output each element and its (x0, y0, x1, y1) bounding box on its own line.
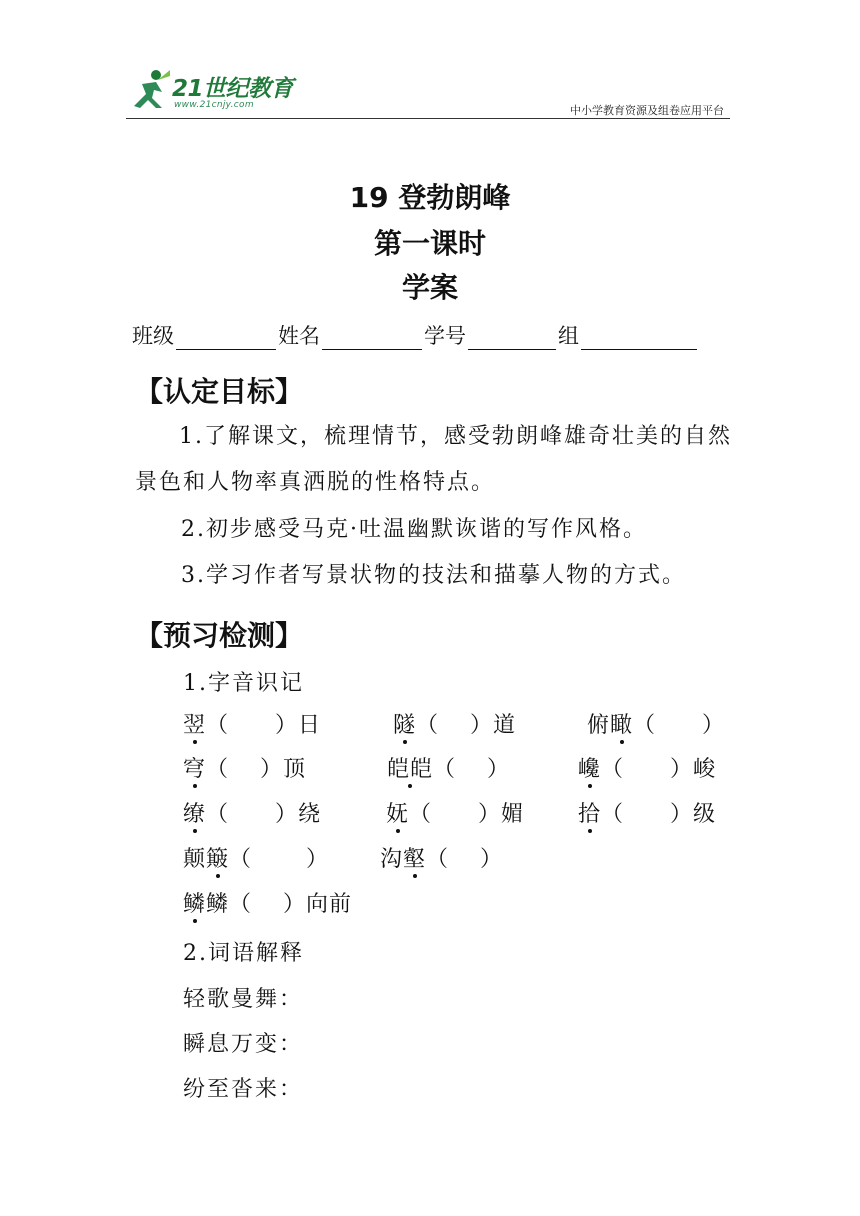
header-divider (126, 118, 730, 119)
goal-item-1: 1.了解课文，梳理情节，感受勃朗峰雄奇壮美的自然景色和人物率真洒脱的性格特点。 (135, 424, 732, 495)
pinyin-item: 俯瞰（ ） (587, 713, 726, 738)
preview-heading: 【预习检测】 (135, 619, 304, 652)
pinyin-item: 穹（ ）顶 (183, 757, 307, 782)
number-field[interactable] (468, 327, 556, 350)
question-pronunciation: 1.字音识记 (183, 671, 304, 696)
pinyin-item: 巉（ ）峻 (578, 757, 717, 782)
platform-name: 中小学教育资源及组卷应用平台 (570, 104, 724, 117)
lesson-period: 第一课时 (373, 227, 486, 260)
question-vocabulary: 2.词语解释 (183, 941, 304, 966)
pinyin-item: 沟壑（ ） (380, 847, 504, 872)
lesson-type: 学案 (401, 271, 458, 304)
term-item: 轻歌曼舞： (183, 987, 304, 1012)
pinyin-item: 拾（ ）级 (578, 802, 717, 827)
pinyin-item: 颠簸（ ） (183, 847, 330, 872)
runner-logo-icon (126, 66, 172, 112)
student-info (132, 320, 699, 350)
term-item: 纷至沓来： (183, 1077, 304, 1102)
page-header (126, 66, 730, 118)
name-field[interactable] (322, 327, 422, 350)
pinyin-item: 缭（ ）绕 (183, 802, 322, 827)
pinyin-item: 妩（ ）媚 (386, 802, 525, 827)
logo-text: 21世纪教育 (172, 76, 294, 102)
name-label: 姓名 (278, 324, 320, 348)
number-label: 学号 (424, 324, 466, 348)
group-field[interactable] (581, 327, 697, 350)
term-item: 瞬息万变： (183, 1032, 304, 1057)
goals-heading: 【认定目标】 (135, 375, 304, 408)
class-label: 班级 (132, 324, 174, 348)
goal-item-3: 3.学习作者写景状物的技法和描摹人物的方式。 (181, 563, 686, 588)
class-field[interactable] (176, 327, 276, 350)
group-label: 组 (558, 324, 579, 348)
pinyin-item: 翌（ ）日 (183, 713, 322, 738)
pinyin-item: 鳞鳞（ ）向前 (183, 892, 353, 917)
pinyin-item: 隧（ ）道 (393, 713, 517, 738)
pinyin-item: 皑皑（ ） (387, 757, 511, 782)
goal-item-2: 2.初步感受马克·吐温幽默诙谐的写作风格。 (181, 517, 647, 542)
logo (126, 66, 296, 114)
lesson-title: 19 登勃朗峰 (349, 181, 511, 214)
logo-url: www.21cnjy.com (174, 100, 254, 110)
